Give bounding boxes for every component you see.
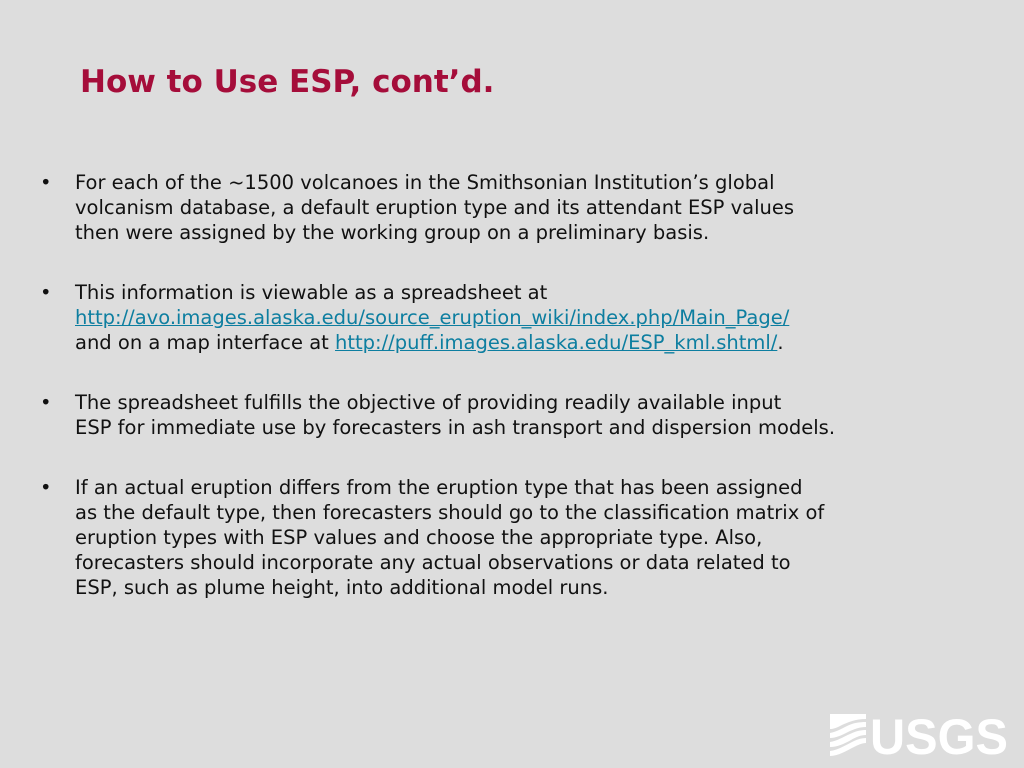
map-interface-link[interactable]: http://puff.images.alaska.edu/ESP_kml.shtml/ [335,331,778,354]
bullet-3-line-2: ESP for immediate use by forecasters in ash transport and dispersion models. [75,416,836,439]
usgs-wave-icon [830,714,866,756]
bullet-marker: • [40,171,52,194]
bullet-marker: • [40,281,52,304]
bullet-1-line-2: volcanism database, a default eruption type and its attendant ESP values [75,196,795,219]
bullet-3-line-1: The spreadsheet fulfills the objective of providing readily available input [75,391,782,414]
slide-title: How to Use ESP, cont’d. [80,64,495,100]
bullet-item-4 [38,475,978,600]
bullet-item-2 [38,280,978,355]
bullet-4-line-3: eruption types with ESP values and choose the appropriate type. Also, [75,526,763,549]
spreadsheet-link[interactable]: http://avo.images.alaska.edu/source_eruption_wiki/index.php/Main_Page/ [75,306,790,329]
bullet-list [38,170,978,635]
bullet-marker: • [40,476,52,499]
bullet-marker: • [40,391,52,414]
bullet-4-line-2: as the default type, then forecasters should go to the classification matrix of [75,501,825,524]
bullet-2-line-3-prefix: and on a map interface at [75,331,336,354]
bullet-2-line-3-suffix: . [777,331,784,354]
bullet-1-line-3: then were assigned by the working group on a preliminary basis. [75,221,710,244]
bullet-1-line-1: For each of the ~1500 volcanoes in the Smithsonian Institution’s global [75,171,775,194]
usgs-logo-text: USGS [870,710,1008,760]
bullet-4-line-5: ESP, such as plume height, into additional model runs. [75,576,609,599]
bullet-2-line-1: This information is viewable as a spreadsheet at [75,281,548,304]
bullet-4-line-1: If an actual eruption differs from the eruption type that has been assigned [75,476,803,499]
bullet-item-1 [38,170,978,245]
usgs-logo [826,710,1010,760]
bullet-4-line-4: forecasters should incorporate any actual observations or data related to [75,551,791,574]
bullet-item-3 [38,390,978,440]
